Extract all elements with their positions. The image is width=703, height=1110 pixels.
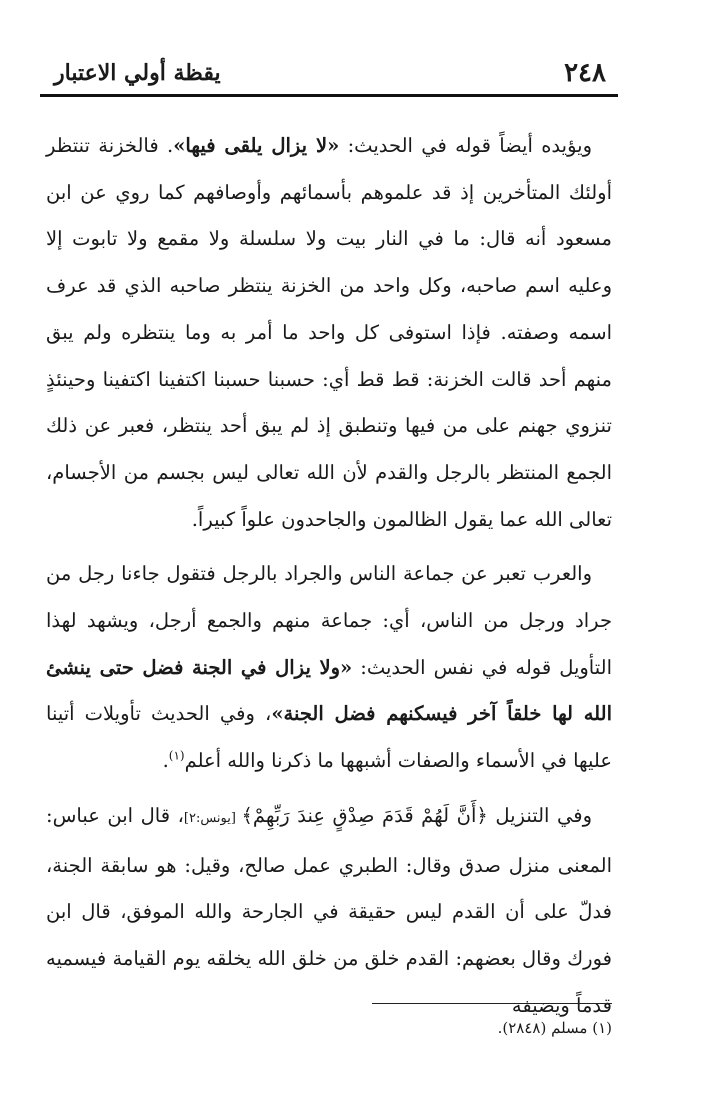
text-run: ، قال ابن عباس: المعنى منزل صدق وقال: الطبري عمل صالح، وقيل: هو سابقة الجنة، فدلّ على أن القدم ليس حقيقة في الجارحة والله الموفق، قال ابن فورك وقال بعضهم: القدم خلق من خلق الله يخلقه يوم القيامة فيسميه قدماً ويضيفه bbox=[46, 803, 612, 1017]
text-run: ويؤيده أيضاً قوله في الحديث: bbox=[339, 134, 592, 157]
quran-verse: ﴿أَنَّ لَهُمْ قَدَمَ صِدْقٍ عِندَ رَبِّهِمْ﴾ bbox=[241, 803, 488, 827]
text-run: . فالخزنة تنتظر أولئك المتأخرين إذ قد علموهم بأسمائهم وأوصافهم كما روي عن ابن مسعود أنه قال: ما في النار بيت ولا سلسلة ولا مقمع ولا تابوت إلا وعليه اسم صاحبه، وكل واحد من الخزنة ينتظر صاحبه الذي قد عرف اسمه وصفته. فإذا استوفى كل واحد ما أمر به وما ينتظره ولم يبق منهم أحد قالت الخزنة: قط قط أي: حسبنا حسبنا اكتفينا اكتفينا وحينئذٍ تنزوي جهنم على من فيها وتنطبق إذ لم يبق أحد ينتظر، فعبر عن ذلك الجمع المنتظر بالرجل والقدم لأن الله تعالى ليس بجسم من الأجسام، تعالى الله عما يقول الظالمون والجاحدون علواً كبيراً. bbox=[46, 134, 613, 531]
text-run: ، وفي الحديث تأويلات أتينا عليها في الأسماء والصفات أشبهها ما ذكرنا والله أعلم bbox=[46, 702, 612, 773]
footnote: (١) مسلم (٢٨٤٨). bbox=[497, 1019, 612, 1037]
paragraph bbox=[46, 123, 612, 543]
page-header bbox=[40, 44, 618, 94]
header-rule bbox=[40, 94, 618, 97]
hadith-quote: «ولا يزال في الجنة فضل حتى ينشئ الله لها خلقاً آخر فيسكنهم فضل الجنة» bbox=[46, 655, 612, 726]
text-run: والعرب تعبر عن جماعة الناس والجراد بالرجل فتقول جاءنا رجل من جراد ورجل من الناس، أي: جماعة منهم والجمع أرجل، ويشهد لهذا التأويل قوله في نفس الحديث: bbox=[46, 562, 612, 679]
text-run: . bbox=[162, 749, 169, 773]
body-text bbox=[46, 123, 612, 1029]
paragraph bbox=[46, 551, 612, 785]
running-title: يقظة أولي الاعتبار bbox=[54, 60, 221, 86]
footnote-rule bbox=[372, 1003, 612, 1004]
text-run: وفي التنزيل bbox=[487, 803, 592, 827]
footnote-marker: (١) bbox=[168, 748, 185, 763]
verse-reference: [يونس:٢] bbox=[183, 810, 242, 826]
hadith-quote: «لا يزال يلقى فيها» bbox=[173, 134, 340, 157]
page-number: ٢٤٨ bbox=[564, 58, 606, 88]
paragraph bbox=[46, 793, 612, 1030]
